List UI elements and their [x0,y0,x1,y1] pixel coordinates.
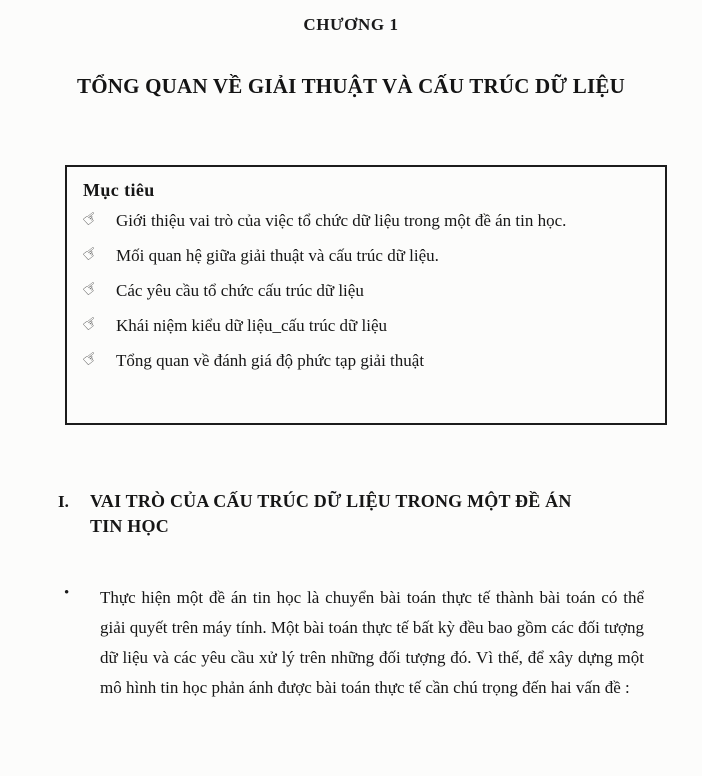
objectives-list [78,206,647,375]
objective-text: Khái niệm kiểu dữ liệu_cấu trúc dữ liệu [116,316,387,335]
paragraph-text: Thực hiện một đề án tin học là chuyển bài toán thực tế thành bài toán có thể giải quyết trên máy tính. Một bài toán thực tế bất kỳ đều bao gồm các đối tượng dữ liệu và các yêu cầu xử lý trên những đối tượng đó. Vì thế, để xây dựng một mô hình tin học phản ánh được bài toán thực tế cần chú trọng đến hai vấn đề : [100,588,644,697]
pointing-hand-icon: ☞ [78,241,103,266]
section-title: VAI TRÒ CỦA CẤU TRÚC DỮ LIỆU TRONG MỘT ĐỀ ÁN TIN HỌC [90,491,572,536]
page-title: TỔNG QUAN VỀ GIẢI THUẬT VÀ CẤU TRÚC DỮ LIỆU [77,74,625,98]
objectives-box [65,165,667,425]
pointing-hand-icon: ☞ [78,346,103,371]
section-heading [58,489,702,539]
pointing-hand-icon: ☞ [78,206,103,231]
objective-text: Tổng quan về đánh giá độ phức tạp giải thuật [116,351,425,370]
objective-item [78,276,647,305]
chapter-label: CHƯƠNG 1 [303,15,399,34]
section-number: I. [58,492,69,511]
pointing-hand-icon: ☞ [78,311,103,336]
body-paragraph [64,583,644,703]
pointing-hand-icon: ☞ [78,276,103,301]
objective-item [78,311,647,340]
bullet-marker: • [64,585,70,601]
objective-text: Giới thiệu vai trò của việc tổ chức dữ liệu trong một đề án tin học. [116,211,567,230]
objective-item [78,241,647,270]
objective-item [78,206,647,235]
objective-item [78,346,647,375]
objective-text: Mối quan hệ giữa giải thuật và cấu trúc dữ liệu. [116,246,439,265]
objective-text: Các yêu cầu tổ chức cấu trúc dữ liệu [116,281,364,300]
objectives-heading: Mục tiêu [83,180,155,200]
